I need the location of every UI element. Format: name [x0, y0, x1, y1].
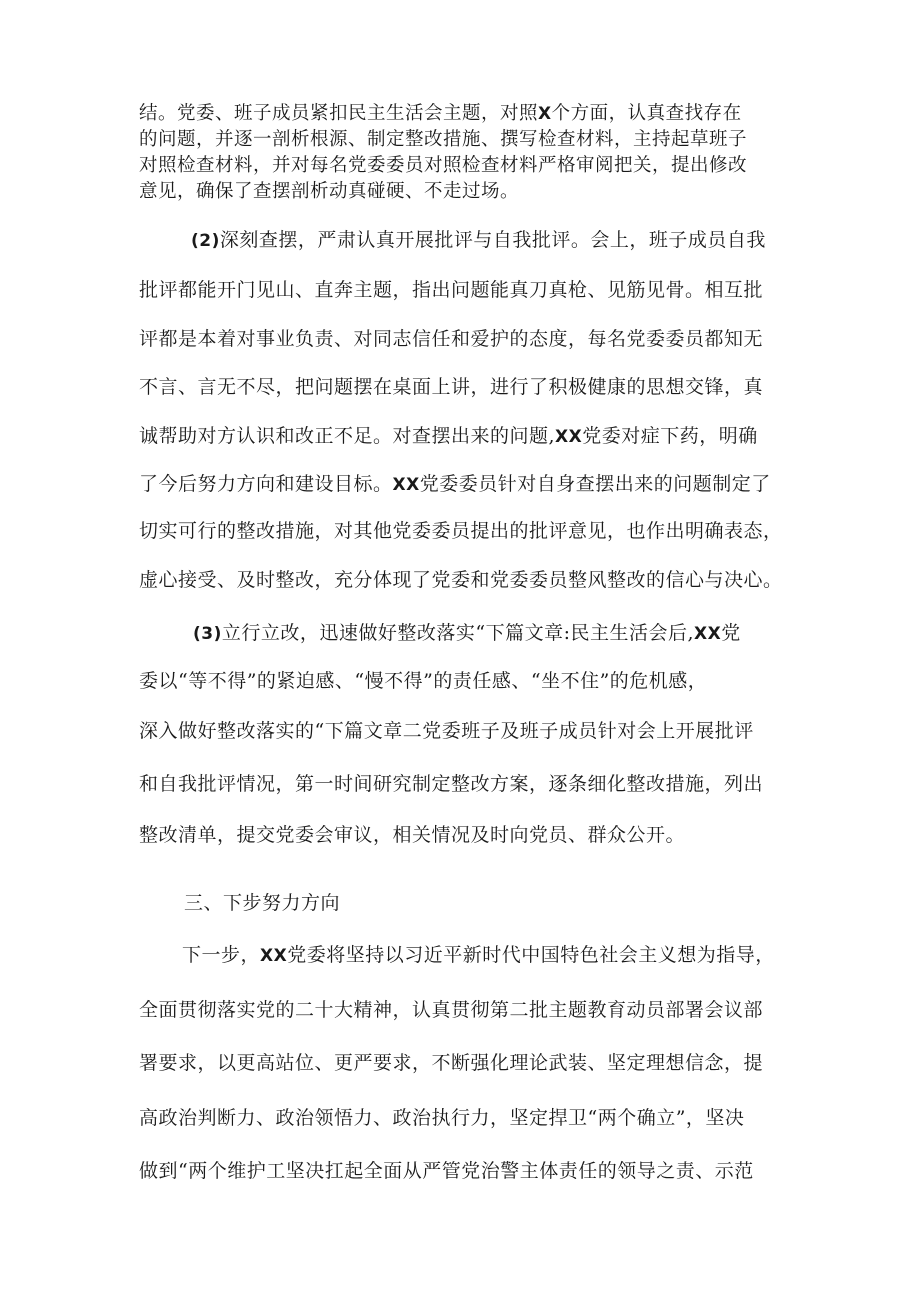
section-heading: 三、下步努力方向 [184, 892, 341, 914]
text-line: 委以“等不得”的紧迫感、“慢不得”的责任感、“坐不住”的危机感， [139, 670, 708, 692]
text-line: 不言、言无不尽，把问题摆在桌面上讲，进行了积极健康的思想交锋，真 [139, 376, 764, 398]
text-line: 的问题，并逐一剖析根源、制定整改措施、撰写检查材料，主持起草班子 [139, 129, 748, 150]
text-line: 批评都能开门见山、直奔主题，指出问题能真刀真枪、见筋见骨。相互批 [139, 279, 764, 301]
text-line: 了今后努力方向和建设目标。XX党委委员针对自身查摆出来的问题制定了 [139, 473, 771, 495]
text-line: 切实可行的整改措施，对其他党委委员提出的批评意见，也作出明确表态， [139, 520, 783, 542]
text-line: 诚帮助对方认识和改正不足。对查摆出来的问题,XX党委对症下药，明确 [139, 425, 758, 447]
text-line: 和自我批评情况，第一时间研究制定整改方案，逐条细化整改措施，列出 [139, 773, 764, 795]
text-line: 意见，确保了查摆剖析动真碰硬、不走过场。 [139, 181, 520, 202]
item-number: (2) [191, 231, 220, 251]
text-line: 全面贯彻落实党的二十大精神，认真贯彻第二批主题教育动员部署会议部 [139, 999, 764, 1021]
text-line: (2)深刻查摆，严肃认真开展批评与自我批评。会上，班子成员自我 [191, 229, 766, 251]
text-line: 虚心接受、及时整改，充分体现了党委和党委委员整风整改的信心与决心。 [139, 569, 783, 591]
text-line: 深入做好整改落实的“下篇文章二党委班子及班子成员针对会上开展批评 [139, 720, 754, 742]
text-line: (3)立行立改，迅速做好整改落实“下篇文章:民主生活会后,XX党 [193, 622, 741, 644]
text-line: 结。党委、班子成员紧扣民主生活会主题，对照X个方面，认真查找存在 [139, 103, 742, 124]
text-line: 下一步，XX党委将坚持以习近平新时代中国特色社会主义想为指导， [182, 944, 775, 966]
text-line: 对照检查材料，并对每名党委委员对照检查材料严格审阅把关，提出修改 [139, 155, 748, 176]
text-line: 署要求，以更高站位、更严要求，不断强化理论武装、坚定理想信念，提 [139, 1052, 764, 1074]
text-line: 高政治判断力、政治领悟力、政治执行力，坚定捍卫“两个确立”，坚决 [139, 1107, 745, 1129]
text-line: 整改清单，提交党委会审议，相关情况及时向党员、群众公开。 [139, 824, 686, 846]
text-line: 评都是本着对事业负责、对同志信任和爱护的态度，每名党委委员都知无 [139, 328, 764, 350]
text-line: 做到“两个维护工坚决扛起全面从严管党治警主体责任的领导之责、示范 [139, 1160, 754, 1182]
item-number: (3) [193, 624, 222, 644]
